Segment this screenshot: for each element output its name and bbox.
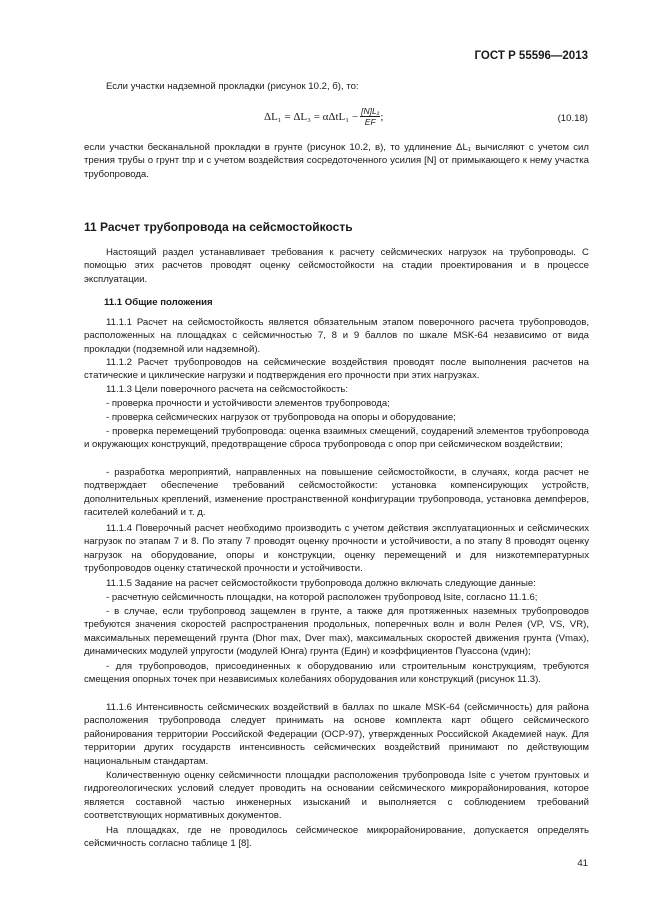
list-item: - проверка прочности и устойчивости элементов трубопровода;	[106, 398, 390, 409]
list-item: - расчетную сейсмичность площадки, на которой расположен трубопровод Isite, согласно 11.1.6;	[106, 592, 538, 603]
paragraph-11-1-5: 11.1.5 Задание на расчет сейсмостойкости трубопровода должно включать следующие данные:	[106, 578, 536, 589]
paragraph-11-1-2: 11.1.2 Расчет трубопроводов на сейсмические воздействия проводят после выполнения расчетов на статические и циклические нагрузки и подтверждения его прочности при этих нагрузках.	[84, 357, 589, 382]
formula-number: (10.18)	[557, 113, 588, 124]
paragraph-table-reference: На площадках, где не проводилось сейсмическое микрорайонирование, допускается определять сейсмичность согласно таблице 1 [8].	[84, 825, 589, 850]
formula-lhs: ΔL₁ = ΔL₃ = αΔtL₁ −	[264, 110, 359, 123]
section-intro: Настоящий раздел устанавливает требования к расчету сейсмических нагрузок на трубопроводы. С помощью этих расчетов проводят оценку сейсмостойкости на стадии проектирования и в процессе эксплуатации.	[84, 247, 589, 285]
list-item: - в случае, если трубопровод защемлен в грунте, а также для протяженных наземных трубопроводов требуются значения скоростей распространения продольных, поперечных волн и волн Релея (VP, VS, VR), максимальных перемещений грунта (Dhor max, Dver max), максимальных скоростей движения грунта (Vmax), динамических модулей упругости (модулей Юнга) грунта (Eдин) и коэффициентов Пуассона (vдин);	[84, 606, 589, 658]
list-item: - разработка мероприятий, направленных на повышение сейсмостойкости, в случаях, когда расчет не подтверждает обеспечение требований сейсмостойкости: установка компенсирующих устройств, дополнительных креплений, изменение пространственной конфигурации трубопровода, установка демпферов, гасителей колебаний и т. д.	[84, 467, 589, 519]
paragraph-11-1-6: 11.1.6 Интенсивность сейсмических воздействий в баллах по шкале MSK-64 (сейсмичность) для района расположения трубопровода следует принимать на основе комплекта карт общего сейсмического районирования территории Российской Федерации (ОСР-97), утвержденных Российской Академией наук. Для территории других государств интенсивность сейсмических воздействий принимают по действующим национальным стандартам.	[84, 702, 589, 767]
list-item: - проверка сейсмических нагрузок от трубопровода на опоры и оборудование;	[106, 412, 456, 423]
list-item: - для трубопроводов, присоединенных к оборудованию или строительным конструкциям, требуются смещения опорных точек при независимых колебаниях оборудования или конструкций (рисунок 11.3).	[84, 661, 589, 686]
subsection-title: 11.1 Общие положения	[104, 297, 213, 308]
list-item: - проверка перемещений трубопровода: оценка взаимных смещений, соударений элементов трубопровода и окружающих конструкций, предотвращение сброса трубопровода с опор при сейсмическом воздействии;	[84, 426, 589, 451]
formula-suffix: ;	[380, 110, 384, 123]
paragraph-11-1-4: 11.1.4 Поверочный расчет необходимо производить с учетом действия эксплуатационных и сейсмических нагрузок по этапам 7 и 8. По этапу 7 проводят оценку прочности и устойчивости, а по этапу 8 проводят оценку нагрузок на оборудование, опоры и конструкции, оценку перемещений и для низкотемпературных трубопроводов оценку статической прочности и устойчивости.	[84, 523, 589, 575]
section-title: 11 Расчет трубопровода на сейсмостойкость	[84, 220, 353, 234]
formula-denominator: EF	[364, 117, 376, 127]
intro-line: Если участки надземной прокладки (рисунок 10.2, б), то:	[106, 81, 359, 92]
after-formula-text: если участки бесканальной прокладки в грунте (рисунок 10.2, в), то удлинение ΔL₁ вычисляют с учетом сил трения трубы о грунт tпр и с учетом воздействия сосредоточенного усилия [N] от примыкающего к нему участка трубопровода.	[84, 142, 589, 180]
formula-fraction	[360, 106, 380, 127]
paragraph-11-1-1: 11.1.1 Расчет на сейсмостойкость является обязательным этапом поверочного расчета трубопроводов, расположенных на площадках с сейсмичностью 7, 8 и 9 баллов по шкале MSK-64 независимо от вида прокладки (подземной или надземной).	[84, 317, 589, 355]
standard-header: ГОСТ Р 55596—2013	[474, 50, 588, 62]
formula-numerator: [N]L₁	[361, 106, 380, 116]
page-number: 41	[577, 858, 588, 869]
formula-10-18	[264, 106, 383, 127]
paragraph-11-1-3: 11.1.3 Цели поверочного расчета на сейсмостойкость:	[106, 384, 349, 395]
paragraph-microzoning: Количественную оценку сейсмичности площадки расположения трубопровода Isite с учетом грунтовых и гидрогеологических условий следует проводить на основании сейсмического микрорайонирования, которое является составной частью инженерных изысканий и выполняется с соблюдением требований соответствующих нормативных документов.	[84, 770, 589, 822]
